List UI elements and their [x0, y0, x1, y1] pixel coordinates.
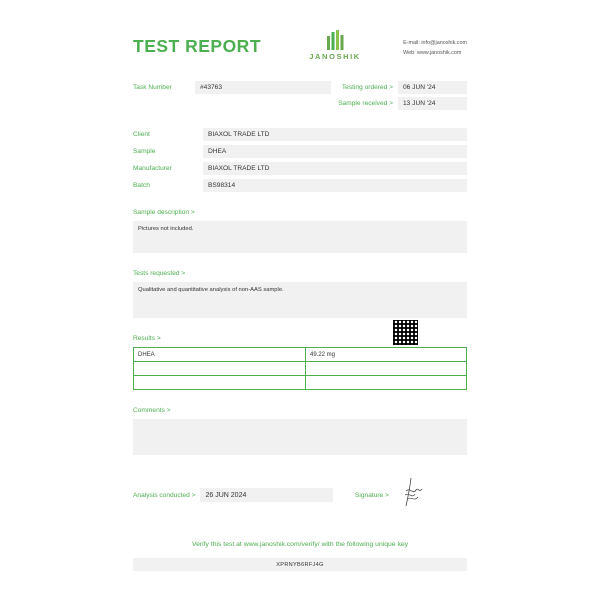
sample-description-label: Sample description >: [133, 209, 195, 216]
sample-description-box: [133, 221, 467, 253]
page-title: TEST REPORT: [133, 36, 262, 56]
result-amount: [306, 362, 467, 376]
results-table: [133, 347, 467, 390]
table-row: [134, 348, 467, 362]
client-value: BIAXOL TRADE LTD: [208, 131, 270, 138]
task-number-field: [133, 81, 331, 94]
sample-description-value: Pictures not included.: [138, 226, 194, 232]
sample-received-value-bar: [398, 97, 467, 110]
result-name: [134, 362, 306, 376]
table-row: [134, 376, 467, 390]
testing-ordered-label: Testing ordered >: [341, 84, 393, 91]
batch-value-bar: [203, 179, 467, 192]
info-block: [133, 128, 467, 192]
comments-box: [133, 419, 467, 455]
info-row-sample: [133, 145, 467, 158]
verify-text: Verify this test at www.janoshik.com/verify/ with the following unique key: [191, 541, 409, 548]
manufacturer-value-bar: [203, 162, 467, 175]
qr-code-icon: [392, 319, 419, 346]
testing-ordered-row: [331, 81, 467, 94]
sample-received-label: Sample received >: [338, 100, 393, 107]
tests-requested-label: Tests requested >: [133, 270, 186, 277]
sample-value-bar: [203, 145, 467, 158]
testing-ordered-value: 06 JUN '24: [403, 84, 436, 91]
manufacturer-label: Manufacturer: [133, 165, 172, 172]
result-name: DHEA: [134, 348, 306, 362]
brand-name: JANOSHIK: [309, 52, 361, 61]
sample-received-row: [331, 97, 467, 110]
client-label: Client: [133, 131, 150, 138]
batch-value: BS98314: [208, 182, 236, 189]
analysis-conducted-value-bar: [200, 488, 334, 502]
unique-key-value: XPRNYB6RFJ4G: [276, 561, 324, 568]
analysis-row: [133, 481, 467, 509]
sample-received-value: 13 JUN '24: [403, 100, 436, 107]
client-value-bar: [203, 128, 467, 141]
info-row-batch: [133, 179, 467, 192]
results-label: Results >: [133, 335, 161, 342]
analysis-conducted-value: 26 JUN 2024: [205, 491, 247, 499]
report-header: [133, 0, 467, 61]
tests-requested-value: Qualitative and quantitative analysis of non-AAS sample.: [138, 287, 284, 293]
signature-field: [355, 481, 467, 509]
results-header-wrap: [133, 335, 467, 342]
janoshik-leaf-icon: [318, 30, 352, 50]
dates-block: [331, 81, 467, 110]
tests-requested-box: [133, 282, 467, 318]
report-sheet: [133, 0, 467, 571]
contact-info: [403, 38, 467, 59]
table-row: [134, 362, 467, 376]
manufacturer-value: BIAXOL TRADE LTD: [208, 165, 270, 172]
info-row-manufacturer: [133, 162, 467, 175]
sample-label: Sample: [133, 148, 156, 155]
task-number-value: #43763: [200, 84, 223, 91]
sample-value: DHEA: [208, 148, 227, 155]
result-amount: 49.22 mg: [306, 348, 467, 362]
result-amount: [306, 376, 467, 390]
analysis-conducted-label: Analysis conducted >: [133, 491, 196, 499]
result-name: [134, 376, 306, 390]
contact-email: E-mail: info@janoshik.com: [403, 40, 467, 46]
unique-key-bar: [133, 558, 467, 571]
batch-label: Batch: [133, 182, 150, 189]
contact-web: Web: www.janoshik.com: [403, 50, 462, 57]
signature-label: Signature >: [355, 491, 389, 499]
task-row: [133, 81, 467, 110]
info-row-client: [133, 128, 467, 141]
comments-label: Comments >: [133, 407, 171, 414]
testing-ordered-value-bar: [398, 81, 467, 94]
task-number-label: Task Number: [133, 84, 172, 91]
analysis-conducted-field: [133, 488, 333, 502]
signature-icon: [397, 475, 431, 509]
task-number-value-bar: [195, 81, 331, 94]
brand-logo: [309, 30, 361, 61]
